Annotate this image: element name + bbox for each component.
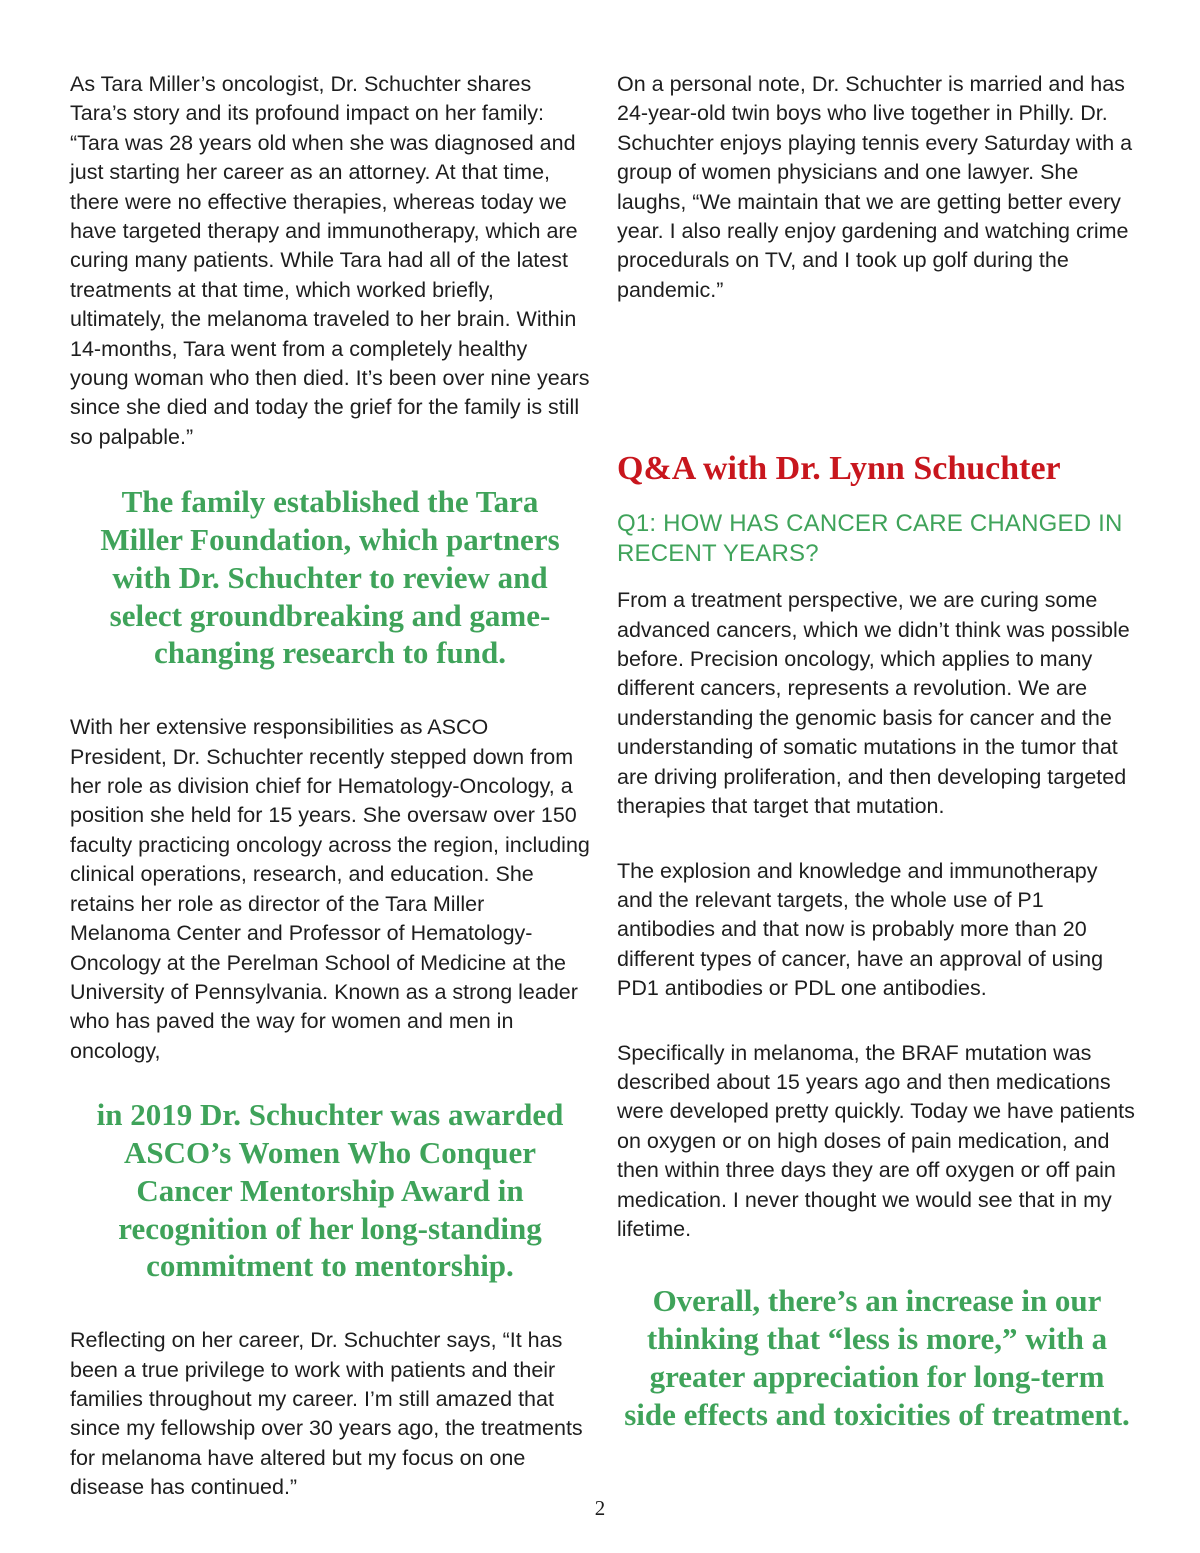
pull-quote-award: in 2019 Dr. Schuchter was awarded ASCO’s Women Who Conquer Cancer Mentorship Award in recognition of her long-standing commitment to mentorship. — [96, 1097, 564, 1284]
left-paragraph-3: Reflecting on her career, Dr. Schuchter says, “It has been a true privilege to work with patients and their families throughout my career. I’m still amazed that since my fellowship over 30 years ago, the treatments for melanoma have altered but my focus on one disease has continued.” — [70, 1328, 583, 1500]
question-1: Q1: HOW HAS CANCER CARE CHANGED IN RECENT YEARS? — [617, 510, 1123, 567]
left-paragraph-1: As Tara Miller’s oncologist, Dr. Schuchter shares Tara’s story and its profound impact on her family: “Tara was 28 years old when she was diagnosed and just starting her career as an attorney. At that time, there were no effective therapies, whereas today we have targeted therapy and immunotherapy, which are curing many patients. While Tara had all of the latest treatments at that time, which worked briefly, ultimately, the melanoma traveled to her brain. Within 14-months, Tara went from a completely healthy young woman who then died. It’s been over nine years since she died and today the grief for the family is still so palpable.” — [70, 72, 590, 449]
pull-quote-foundation: The family established the Tara Miller Foundation, which partners with Dr. Schuchter to review and select groundbreaking and game-changing research to fund. — [100, 484, 560, 671]
answer-paragraph-3: Specifically in melanoma, the BRAF mutation was described about 15 years ago and then medications were developed pretty quickly. Today we have patients on oxygen or on high doses of pain medication, and then within three days they are off oxygen or off pain medication. I never thought we would see that in my lifetime. — [617, 1040, 1135, 1241]
right-column — [617, 70, 1137, 1434]
left-paragraph-2: With her extensive responsibilities as ASCO President, Dr. Schuchter recently stepped down from her role as division chief for Hematology-Oncology, a position she held for 15 years. She oversaw over 150 faculty practicing oncology across the region, including clinical operations, research, and education. She retains her role as director of the Tara Miller Melanoma Center and Professor of Hematology-Oncology at the Perelman School of Medicine at the University of Pennsylvania. Known as a strong leader who has paved the way for women and men in oncology, — [70, 715, 590, 1063]
left-column — [70, 70, 590, 1503]
page-number: 2 — [594, 1496, 606, 1520]
answer-paragraph-2: The explosion and knowledge and immunotherapy and the relevant targets, the whole use of P1 antibodies and that now is probably more than 20 different types of cancer, have an approval of using PD1 antibodies or PDL one antibodies. — [617, 858, 1104, 1001]
right-paragraph-personal: On a personal note, Dr. Schuchter is married and has 24-year-old twin boys who live together in Philly. Dr. Schuchter enjoys playing tennis every Saturday with a group of women physicians and one lawyer. She laughs, “We maintain that we are getting better every year. I also really enjoy gardening and watching crime procedurals on TV, and I took up golf during the pandemic.” — [617, 72, 1133, 302]
pull-quote-less-is-more: Overall, there’s an increase in our thinking that “less is more,” with a greater appreciation for long-term side effects and toxicities of treatment. — [624, 1283, 1130, 1432]
answer-paragraph-1: From a treatment perspective, we are curing some advanced cancers, which we didn’t think was possible before. Precision oncology, which applies to many different cancers, represents a revolution. We are understanding the genomic basis for cancer and the understanding of somatic mutations in the tumor that are driving proliferation, and then developing targeted therapies that target that mutation. — [617, 588, 1130, 819]
qa-heading: Q&A with Dr. Lynn Schuchter — [617, 450, 1061, 488]
